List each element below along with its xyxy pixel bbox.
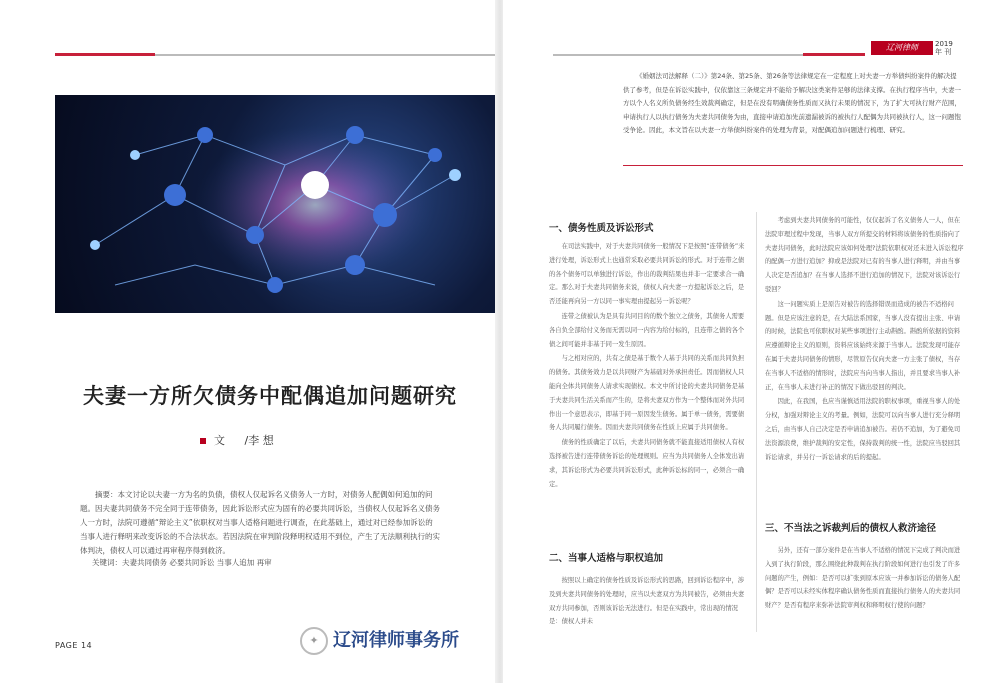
- paragraph: 考虑到夫妻共同债务的可能性，仅仅起诉了名义债务人一人，但在法院审理过程中发现，当事人双方所提交的材料将该债务的性质指向了夫妻共同债务，此时法院应该如何处理?法院依职权对还未进入诉讼程序的配偶一方进行追加？抑或是法院对已有的当事人进行释明，并由当事人决定是否追加？在当事人选择不进行追加的情况下，法院对该诉讼行驳回？: [765, 217, 964, 293]
- page-number: PAGE 14: [55, 641, 93, 650]
- watermark: [300, 626, 459, 655]
- left-top-rule: [55, 53, 155, 56]
- column-2-body: [765, 214, 965, 465]
- hero-image: [55, 95, 497, 313]
- paragraph: 与之相对应的，共有之债是基于数个人基于共同的关系而共同负担的债务。其债务效力是以共同财产为基础对外承担责任。因而债权人只能向全体共同债务人请求实现债权。本文中所讨论的夫妻共同债务是基于夫妻共同生活关系而产生的，是将夫妻双方作为一个整体而对外共同作出一个意思表示，即基于同一原因发生债务。属于单一债务，需要债务人共同履行债务。因而夫妻共同债务在性质上应属于共同债务。: [549, 355, 745, 432]
- paragraph: 这一问题实质上是原告对被告的选择错误而造成的被告不适格问题。但是应该注意的是，在大陆法系国家，当事人没有提出主张、申请的时候，法院也可依职权对某些事项进行主动斟酌。斟酌所依据的资料应遵循辩论主义的原则，资料应该始终来源于当事人。法院发现可能存在属于夫妻共同债务的情形，尽管原告仅向夫妻一方主张了债权，当存在当事人不适格的情形时，法院应当向当事人指出，并且要求当事人补正，在当事人未进行补正的情况下做出驳回的判决。: [765, 300, 961, 391]
- section-heading-1: 一、债务性质及诉讼形式: [549, 223, 654, 234]
- red-square-icon: [200, 438, 206, 444]
- issue-year: [935, 40, 953, 56]
- network-illustration: [55, 95, 497, 313]
- right-page: [503, 0, 1000, 683]
- paragraph: 连带之债被认为是具有共同目的的数个独立之债务，其债务人需要各自负全部给付义务而无需以同一内容为给付标的，且连带之债的各个债之间可能并非基于同一发生原因。: [549, 312, 745, 348]
- left-page: [0, 0, 497, 683]
- column-1-body: [549, 240, 747, 492]
- issue-text: 年 刊: [935, 48, 952, 56]
- section-heading-2: 二、当事人适格与职权追加: [549, 553, 664, 564]
- intro-paragraph: 《婚姻法司法解释（二）》第24条、第25条、第26条等法律规定在一定程度上对夫妻一方举债纠纷案件的解决提供了参考，但是在诉讼实践中，仅依靠这三条规定并不能给予解决这类案件足够的法律支撑。在执行程序当中，夫妻一方以个人名义所负债务经生效裁判确定，但是在没有明确债务性质而又执行未果的情况下，为了扩大可执行财产范围，申请执行人以执行债务为夫妻共同债务为由，直接申请追加先前遗漏被诉的被执行人配偶为共同被执行人，这一问题饱受争论。因此，本文旨在以夫妻一方举债纠纷案件的处理为背景，对配偶追加问题进行梳理、研究。: [623, 72, 961, 134]
- author-line: [200, 432, 274, 448]
- author-name: /李 想: [244, 434, 274, 447]
- column-2-body-b: [765, 544, 965, 614]
- column-1-body-b: [549, 574, 747, 630]
- article-title: 夫妻一方所欠债务中配偶追加问题研究: [83, 384, 457, 408]
- paragraph: 另外，还有一部分案件是在当事人不适格的情况下完成了判决而进入到了执行阶段，那么围绕此种裁判在执行阶段如何进行也引发了许多问题的产生，例如：是否可以扩张到原本应该一并参加诉讼的债务人配偶？是否可以未经实体程序确认债务性质而直接执行债务人的夫妻共同财产？是否有程序来弥补法院审判权和释明权行使的问题？: [765, 547, 961, 610]
- watermark-text: 辽河律师事务所: [333, 630, 459, 651]
- paragraph: 债务的性质确定了以后，夫妻共同债务就不能直接适用债权人有权选择被告进行连带债务诉讼的处理规则。应当为共同债务人全体发出请求，其诉讼形式为必要共同诉讼形式，此种诉讼标的同一，必须合一确定。: [549, 439, 745, 488]
- left-top-rule-gray: [155, 54, 497, 56]
- keywords: 关键词：夫妻共同债务 必要共同诉讼 当事人追加 再审: [92, 558, 272, 567]
- wechat-logo-icon: ✦: [300, 627, 328, 655]
- brand-badge: 辽河律师: [871, 41, 933, 55]
- column-divider: [756, 212, 757, 632]
- author-prefix: 文: [214, 434, 225, 447]
- right-top-rule: [803, 53, 865, 56]
- section-heading-3: 三、不当法之诉裁判后的债权人救济途径: [765, 523, 937, 534]
- year-text: 2019: [935, 40, 953, 48]
- intro-divider: [623, 165, 963, 166]
- abstract: 摘要：本文讨论以夫妻一方为名的负债，债权人仅起诉名义债务人一方时，对债务人配偶如何追加的问题。因夫妻共同债务不完全同于连带债务，因此诉讼形式应为固有的必要共同诉讼，当债权人仅起诉名义债务人一方时，法院可遵循“辩论主义”依职权对当事人适格问题进行调查，在此基础上，通过对已经参加诉讼的当事人进行释明来改变诉讼的不合法状态。若因法院在审判阶段释明权适用不到位，产生了无法顺利执行的实体判决，债权人可以通过再审程序得到救济。: [80, 490, 440, 555]
- right-top-rule-gray: [553, 54, 803, 56]
- paragraph: 因此，在我国，也应当谨慎适用法院的职权事项，重视当事人的处分权，加强对辩论主义的考量。例如，法院可以向当事人进行充分释明之后，由当事人自己决定是否申请追加被告。若仍不追加，为了避免司法资源浪费，维护裁判的安定性，保持裁判的统一性，法院应当驳回其诉讼请求，并另行一诉讼请求的后的提起。: [765, 398, 961, 461]
- paragraph: 在司法实践中，对于夫妻共同债务一般情况下是按照“连带债务”来进行处理，诉讼形式上也通常采取必要共同诉讼的形式。对于连带之债的各个债务可以单独进行诉讼，作出的裁判结果也并非一定要求合一确定。那么对于夫妻共同债务来说，债权人向夫妻一方提起诉讼之后，是否还能再向另一方以同一事实理由提起另一诉讼呢？: [549, 243, 745, 306]
- paragraph: 按照以上确定的债务性质及诉讼形式的思路，回到诉讼程序中，涉及到夫妻共同债务的处理时，应当以夫妻双方为共同被告，必须由夫妻双方共同参加，否则该诉讼无法进行。但是在实践中，常出现的情况是：债权人并未: [549, 577, 745, 626]
